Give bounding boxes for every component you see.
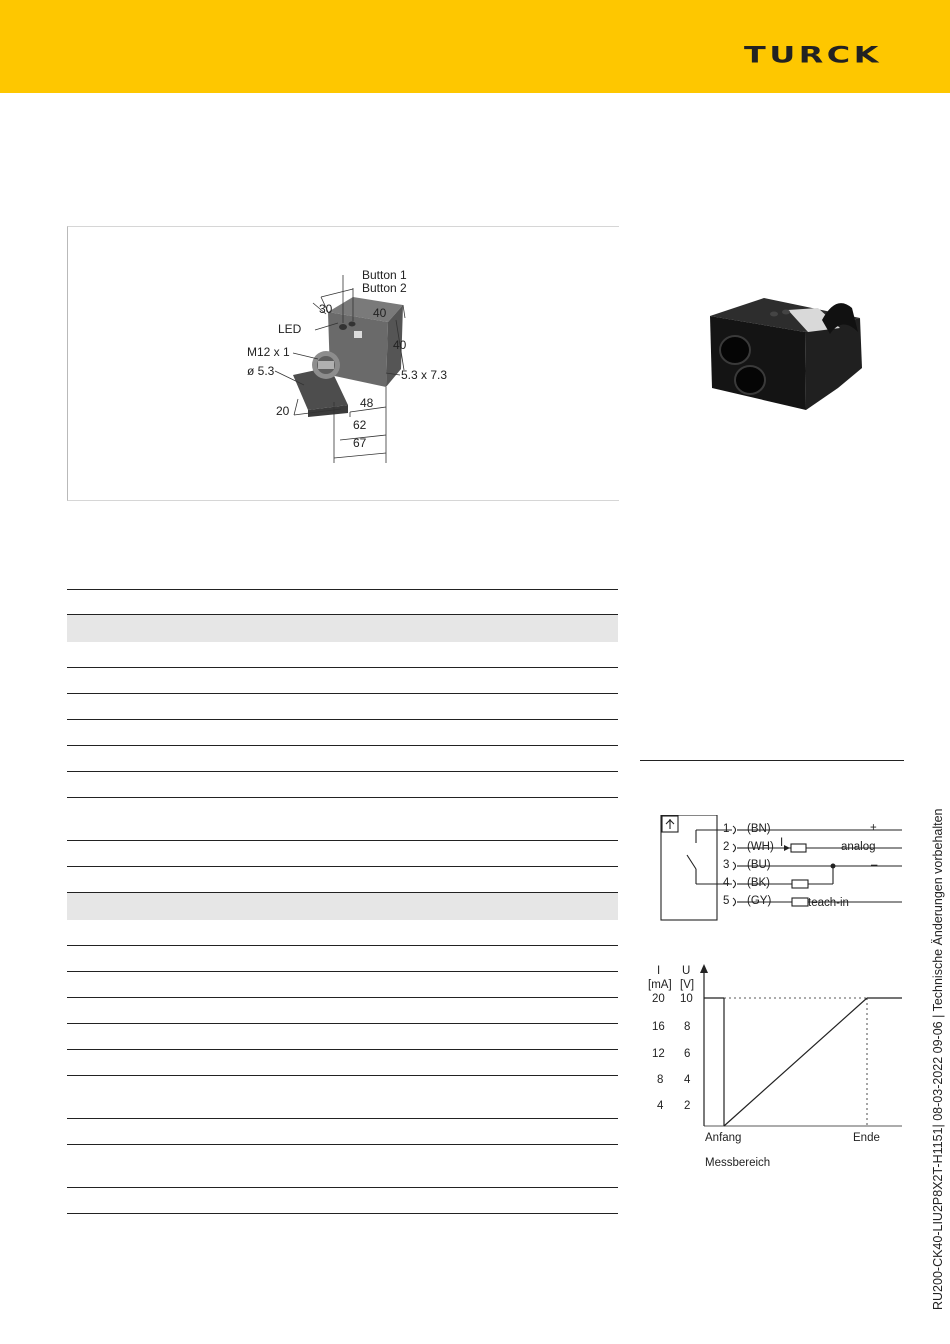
spec-row	[67, 920, 618, 946]
spec-row	[67, 642, 618, 668]
output-characteristic-graph	[640, 960, 910, 1175]
range-label: Messbereich	[705, 1157, 771, 1169]
spec-row	[67, 867, 618, 893]
i-tick-20: 20	[652, 993, 665, 1005]
spec-row	[67, 694, 618, 720]
pin3-num: 3	[723, 859, 730, 871]
spec-row	[67, 1076, 618, 1119]
pin5-color: (GY)	[747, 895, 772, 907]
spec-row	[67, 1024, 618, 1050]
pin3-signal: –	[871, 859, 878, 871]
u-tick-10: 10	[680, 993, 693, 1005]
spec-row	[67, 720, 618, 746]
dim-40-side: 40	[393, 338, 407, 352]
button1-label: Button 1	[362, 268, 407, 282]
pin2-signal: analog	[841, 841, 876, 853]
i-header: I	[657, 965, 661, 977]
u-unit: [V]	[680, 979, 695, 991]
i-tick-4: 4	[657, 1100, 664, 1112]
u-tick-6: 6	[684, 1048, 691, 1060]
i-tick-12: 12	[652, 1048, 665, 1060]
spec-row	[67, 772, 618, 798]
i-tick-8: 8	[657, 1074, 664, 1086]
pin4-num: 4	[723, 877, 730, 889]
u-tick-4: 4	[684, 1074, 691, 1086]
dim-62: 62	[353, 418, 367, 432]
pin3-color: (BU)	[747, 859, 771, 871]
u-header: U	[682, 965, 691, 977]
spec-row	[67, 1050, 618, 1076]
pin5-signal: teach-in	[808, 897, 849, 909]
spec-row	[67, 668, 618, 694]
pin1-num: 1	[723, 823, 730, 835]
u-tick-2: 2	[684, 1100, 691, 1112]
dim-67: 67	[353, 436, 367, 450]
dim-48: 48	[360, 396, 374, 410]
pin2-num: 2	[723, 841, 730, 853]
pin4-color: (BK)	[747, 877, 770, 889]
dim-20: 20	[276, 404, 290, 418]
spec-row	[67, 746, 618, 772]
right-column-rule	[640, 760, 904, 761]
product-photo	[690, 280, 870, 420]
spec-table	[67, 589, 618, 1214]
i-unit: [mA]	[648, 979, 672, 991]
logo-wordmark: TURCK	[744, 42, 882, 69]
spec-row	[67, 946, 618, 972]
spec-row	[67, 1145, 618, 1188]
i-tick-16: 16	[652, 1021, 665, 1033]
wiring-diagram	[640, 815, 910, 925]
dim-40-top: 40	[373, 306, 387, 320]
u-tick-8: 8	[684, 1021, 691, 1033]
spec-row	[67, 1188, 618, 1214]
hole-label: ø 5.3	[247, 364, 275, 378]
document-id-sidebar: RU200-CK40-LIU2P8X2T-H1151| 08-03-2022 09-06 | Technische Änderungen vorbehalten	[931, 808, 945, 1310]
spec-row	[67, 798, 618, 841]
dim-30: 30	[319, 302, 333, 316]
slot-label: 5.3 x 7.3	[401, 368, 448, 382]
pin1-signal: +	[870, 822, 877, 834]
pin5-num: 5	[723, 895, 730, 907]
spec-row	[67, 841, 618, 867]
start-label: Anfang	[705, 1132, 742, 1144]
spec-row	[67, 998, 618, 1024]
spec-section-header	[67, 893, 618, 920]
spec-row	[67, 1119, 618, 1145]
connector-label: M12 x 1	[247, 345, 290, 359]
spec-section-header	[67, 615, 618, 642]
spec-row	[67, 972, 618, 998]
header-bar	[0, 0, 950, 93]
turck-logo	[713, 44, 913, 68]
end-label: Ende	[853, 1132, 880, 1144]
dimension-drawing	[67, 226, 619, 501]
button2-label: Button 2	[362, 281, 407, 295]
pin2-color: (WH)	[747, 841, 774, 853]
pin1-color: (BN)	[747, 823, 771, 835]
current-label: I	[780, 837, 784, 849]
led-label: LED	[278, 322, 302, 336]
spec-row	[67, 589, 618, 615]
